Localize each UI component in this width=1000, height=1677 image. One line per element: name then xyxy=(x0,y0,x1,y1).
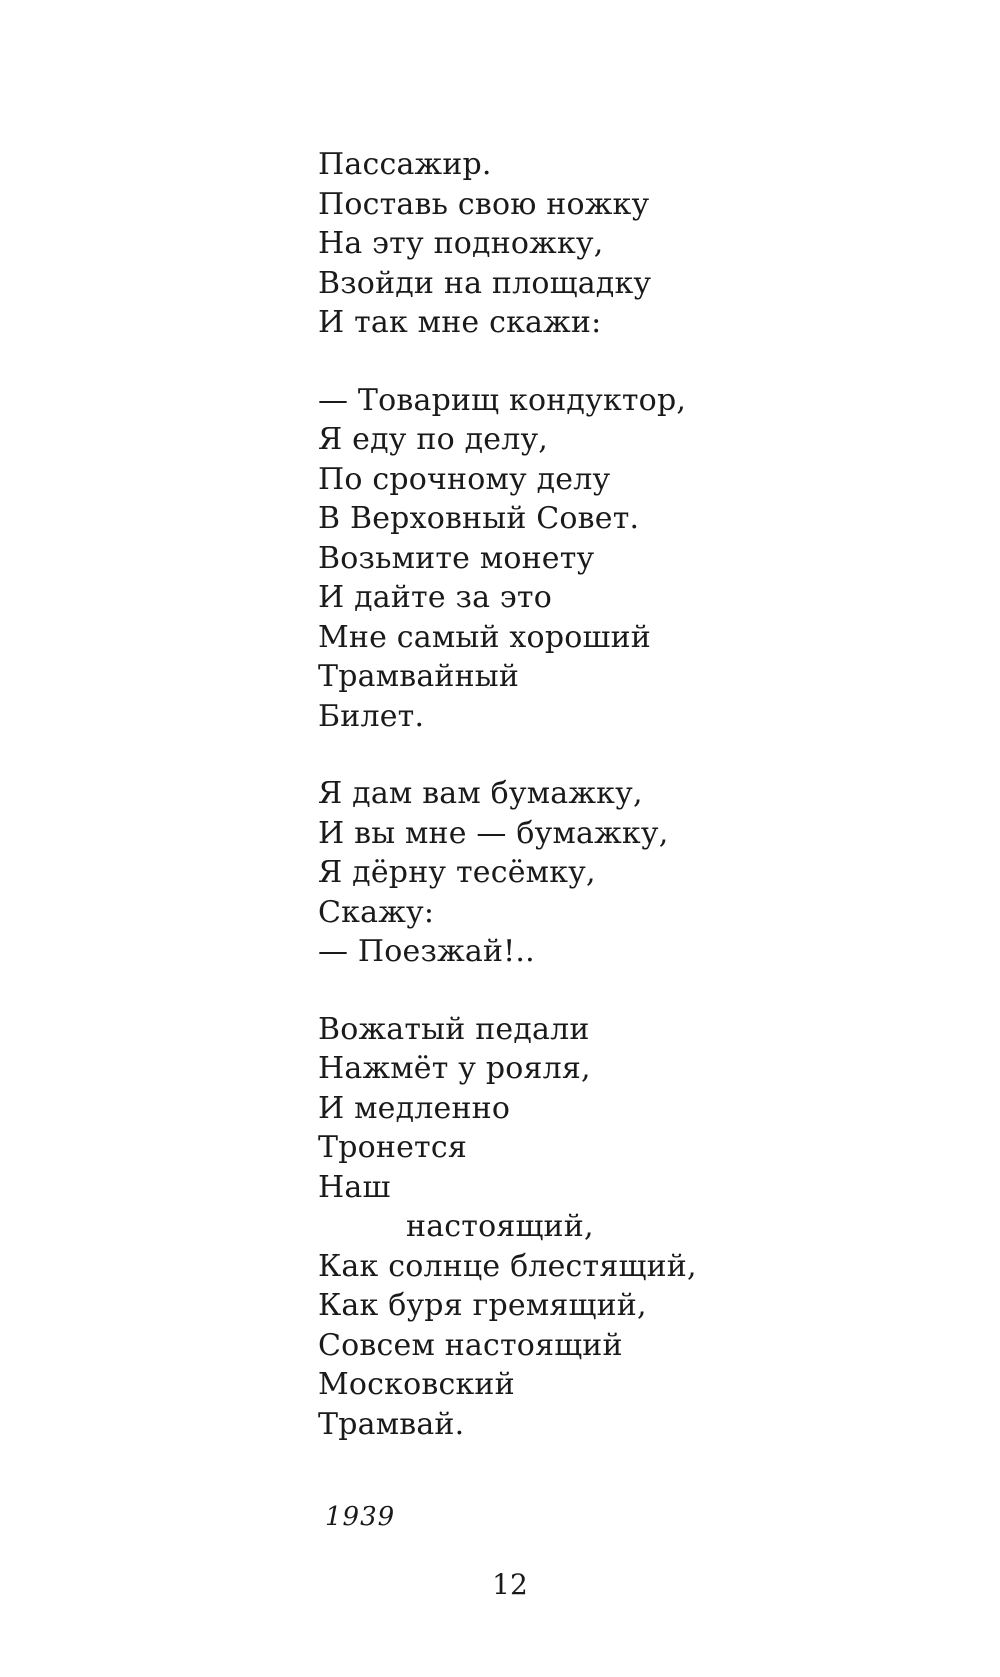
poem-line: Поставь свою ножку xyxy=(318,186,650,222)
poem-line: Трамвайный xyxy=(318,659,520,694)
poem-line: — Товарищ кондуктор, xyxy=(318,382,687,418)
page-number: 12 xyxy=(492,1568,528,1601)
stanza-2 xyxy=(318,381,878,737)
stanza-1 xyxy=(318,145,878,343)
poem-line: Как буря гремящий, xyxy=(318,1288,647,1323)
poem-line: Вожатый педали xyxy=(318,1011,590,1047)
stanza-3 xyxy=(318,774,878,972)
poem-line: И медленно xyxy=(318,1090,511,1126)
poem-line: Как солнце блестящий, xyxy=(318,1248,697,1284)
poem-line-indented: настоящий, xyxy=(406,1209,594,1244)
poem-line: И дайте за это xyxy=(318,580,552,615)
poem-line: Совсем настоящий xyxy=(318,1327,623,1363)
poem-line: Я дёрну тесёмку, xyxy=(318,855,596,890)
poem-line: Билет. xyxy=(318,698,425,734)
poem-line: По срочному делу xyxy=(318,461,611,497)
poem-line: Нажмёт у рояля, xyxy=(318,1051,591,1086)
poem-line: Пассажир. xyxy=(318,147,492,182)
poem-text xyxy=(318,145,878,1482)
stanza-4 xyxy=(318,1010,878,1445)
poem-line: Возьмите монету xyxy=(318,540,595,576)
poem-line: В Верховный Совет. xyxy=(318,501,640,536)
poem-line: На эту подножку, xyxy=(318,226,604,261)
poem-line: Наш xyxy=(318,1169,391,1205)
poem-line: Скажу: xyxy=(318,894,435,930)
poem-line: — Поезжай!.. xyxy=(318,934,535,969)
poem-line: Тронется xyxy=(318,1130,467,1165)
poem-line: Я дам вам бумажку, xyxy=(318,776,643,811)
poem-line: И так мне скажи: xyxy=(318,305,602,340)
poem-line: Трамвай. xyxy=(318,1406,465,1442)
poem-line: Мне самый хороший xyxy=(318,619,651,655)
poem-year: 1939 xyxy=(325,1502,396,1532)
poem-line: Взойди на площадку xyxy=(318,265,652,301)
poem-line: И вы мне — бумажку, xyxy=(318,815,669,851)
poem-line: Московский xyxy=(318,1367,515,1402)
poem-line: Я еду по делу, xyxy=(318,422,549,457)
